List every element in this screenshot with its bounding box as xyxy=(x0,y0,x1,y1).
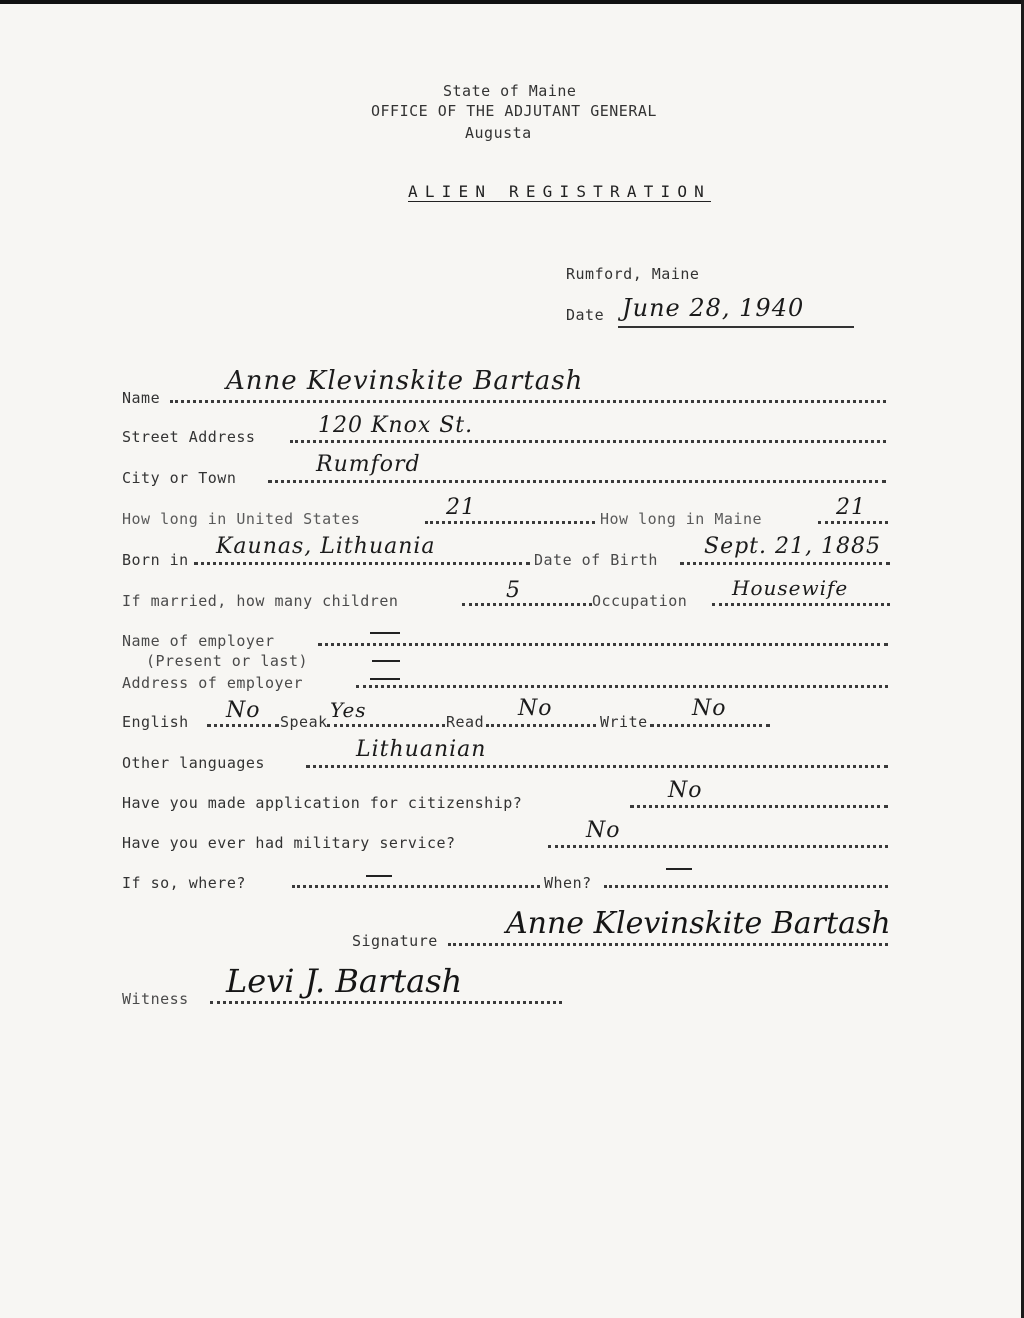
signature-label: Signature xyxy=(352,932,438,950)
witness-label: Witness xyxy=(122,990,189,1008)
present-dash xyxy=(372,660,400,662)
write-value: No xyxy=(692,696,727,721)
speak-label: Speak xyxy=(280,713,328,731)
where-label: If so, where? xyxy=(122,874,246,892)
born-in-label: Born in xyxy=(122,551,189,569)
english-label: English xyxy=(122,713,189,731)
read-leader xyxy=(486,724,596,727)
signature-value: Anne Klevinskite Bartash xyxy=(506,906,891,941)
how-long-us-label: How long in United States xyxy=(122,510,361,528)
military-leader xyxy=(548,845,888,848)
born-in-value: Kaunas, Lithuania xyxy=(216,534,436,559)
name-value: Anne Klevinskite Bartash xyxy=(226,366,584,396)
speak-value: Yes xyxy=(330,698,367,722)
header-state: State of Maine xyxy=(443,82,577,100)
write-label: Write xyxy=(600,713,648,731)
read-label: Read xyxy=(446,713,485,731)
occupation-value: Housewife xyxy=(732,576,849,600)
write-leader xyxy=(650,724,770,727)
born-in-leader xyxy=(194,562,530,565)
header-office: OFFICE OF THE ADJUTANT GENERAL xyxy=(371,102,657,120)
street-label: Street Address xyxy=(122,428,256,446)
date-label: Date xyxy=(566,306,605,324)
date-value: June 28, 1940 xyxy=(622,294,805,322)
occupation-leader xyxy=(712,603,890,606)
military-value: No xyxy=(586,818,621,843)
dob-value: Sept. 21, 1885 xyxy=(704,534,881,559)
how-long-maine-value: 21 xyxy=(836,495,866,520)
how-long-us-value: 21 xyxy=(446,495,476,520)
street-value: 120 Knox St. xyxy=(318,413,474,438)
when-label: When? xyxy=(544,874,592,892)
dob-leader xyxy=(680,562,890,565)
witness-leader xyxy=(210,1001,562,1004)
signature-leader xyxy=(448,943,888,946)
other-languages-label: Other languages xyxy=(122,754,265,772)
citizenship-label: Have you made application for citizenship? xyxy=(122,794,523,812)
employer-name-dash xyxy=(370,632,400,634)
where-dash xyxy=(366,875,392,877)
city-value: Rumford xyxy=(316,452,421,477)
date-underline xyxy=(618,326,854,328)
military-label: Have you ever had military service? xyxy=(122,834,456,852)
dob-label: Date of Birth xyxy=(534,551,658,569)
when-dash xyxy=(666,868,692,870)
how-long-maine-label: How long in Maine xyxy=(600,510,763,528)
english-leader xyxy=(207,724,279,727)
where-leader xyxy=(292,885,540,888)
name-leader xyxy=(170,400,886,403)
citizenship-value: No xyxy=(668,778,703,803)
employer-address-label: Address of employer xyxy=(122,674,304,692)
when-leader xyxy=(604,885,888,888)
form-title: ALIEN REGISTRATION xyxy=(408,182,711,201)
speak-leader xyxy=(327,724,445,727)
employer-name-label: Name of employer xyxy=(122,632,275,650)
citizenship-leader xyxy=(630,805,888,808)
street-leader xyxy=(290,440,886,443)
read-value: No xyxy=(518,696,553,721)
witness-value: Levi J. Bartash xyxy=(226,962,463,1000)
how-long-us-leader xyxy=(425,521,595,524)
place: Rumford, Maine xyxy=(566,265,700,283)
children-label: If married, how many children xyxy=(122,592,399,610)
occupation-label: Occupation xyxy=(592,592,688,610)
other-languages-leader xyxy=(306,765,888,768)
children-leader xyxy=(462,603,592,606)
other-languages-value: Lithuanian xyxy=(356,737,487,762)
city-label: City or Town xyxy=(122,469,237,487)
present-or-last-label: (Present or last) xyxy=(146,652,309,670)
how-long-maine-leader xyxy=(818,521,888,524)
scan-border-top xyxy=(0,0,1024,4)
name-label: Name xyxy=(122,389,161,407)
children-value: 5 xyxy=(506,578,521,603)
employer-name-leader xyxy=(318,643,888,646)
english-value: No xyxy=(226,698,261,723)
city-leader xyxy=(268,480,886,483)
employer-address-leader xyxy=(356,685,888,688)
header-city: Augusta xyxy=(465,124,532,142)
employer-address-dash xyxy=(370,678,400,680)
